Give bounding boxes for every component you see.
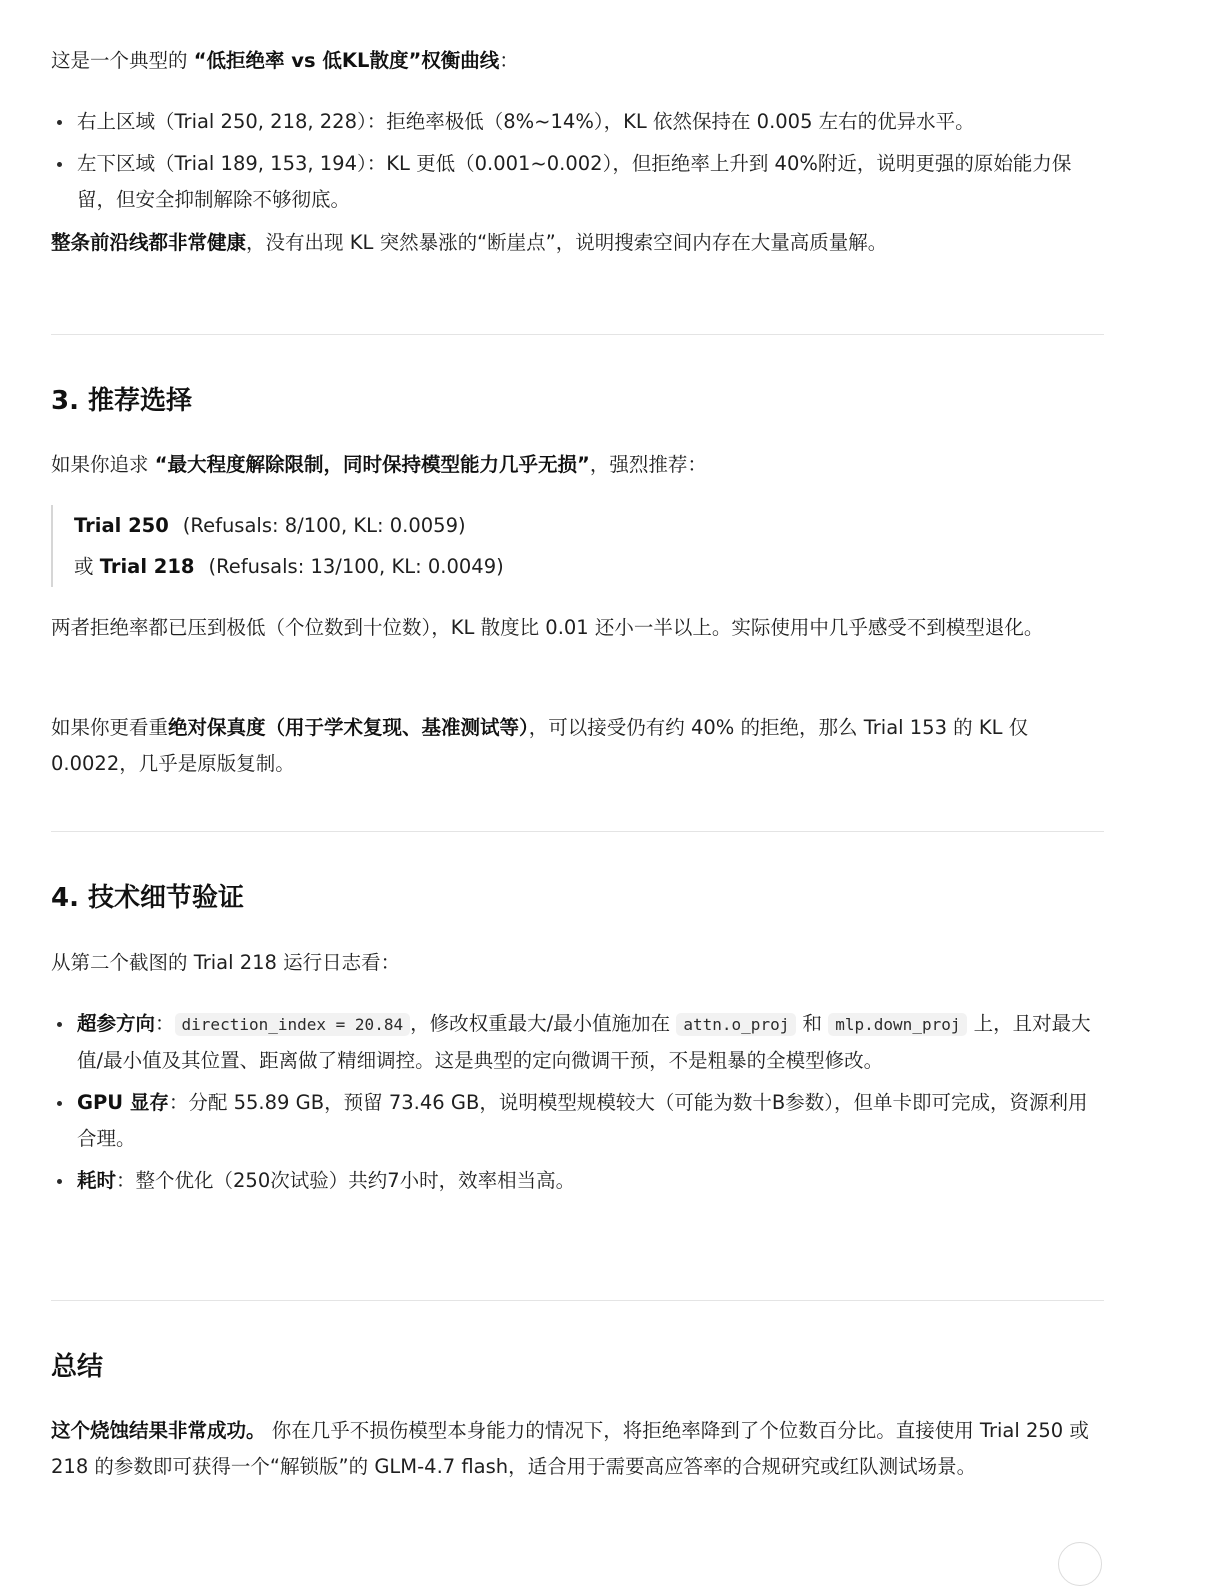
section-heading-tech: 4. 技术细节验证	[51, 883, 245, 913]
direction-index-code: direction_index = 20.84	[175, 1013, 411, 1036]
divider	[51, 1300, 1104, 1301]
tech-list	[51, 1006, 1104, 1199]
list-item: 超参方向： direction_index = 20.84 ，修改权重最大/最小值施加在 attn.o_proj 和 mlp.down_proj 上，且对最大值/最小值及其位置、距离做了精细调控。这是典型的定向微调干预，不是粗暴的全模型修改。	[51, 1006, 1104, 1079]
list-item: 左下区域（Trial 189, 153, 194）：KL 更低（0.001~0.002），但拒绝率上升到 40%附近，说明更强的原始能力保留，但安全抑制解除不够彻底。	[51, 146, 1104, 218]
list-item: 耗时：整个优化（250次试验）共约7小时，效率相当高。	[51, 1163, 1104, 1199]
tradeoff-title: “低拒绝率 vs 低KL散度”权衡曲线	[193, 49, 500, 72]
tradeoff-intro: 这是一个典型的 “低拒绝率 vs 低KL散度”权衡曲线：	[51, 49, 519, 72]
recommend-blockquote	[51, 505, 1104, 587]
recommend-lead: 如果你追求 “最大程度解除限制，同时保持模型能力几乎无损”，强烈推荐：	[51, 453, 707, 476]
trial-250-line: Trial 250 (Refusals: 8/100, KL: 0.0059)	[74, 514, 466, 537]
scroll-to-bottom-button[interactable]	[1058, 1542, 1102, 1586]
tradeoff-list	[51, 104, 1104, 218]
list-item: 右上区域（Trial 250, 218, 228）：拒绝率极低（8%~14%），KL 依然保持在 0.005 左右的优异水平。	[51, 104, 1104, 140]
summary-paragraph: 这个烧蚀结果非常成功。 你在几乎不损伤模型本身能力的情况下，将拒绝率降到了个位数百分比。直接使用 Trial 250 或 218 的参数即可获得一个“解锁版”的 GLM-4.7 flash，适合用于需要高应答率的合规研究或红队测试场景。	[51, 1419, 1089, 1478]
tech-lead: 从第二个截图的 Trial 218 运行日志看：	[51, 951, 401, 974]
recommend-paragraph-2: 如果你更看重绝对保真度（用于学术复现、基准测试等），可以接受仍有约 40% 的拒绝，那么 Trial 153 的 KL 仅 0.0022，几乎是原版复制。	[51, 716, 1029, 775]
divider	[51, 831, 1104, 832]
tradeoff-summary: 整条前沿线都非常健康，没有出现 KL 突然暴涨的“断崖点”，说明搜索空间内存在大量高质量解。	[51, 231, 888, 254]
divider	[51, 334, 1104, 335]
attn-o-proj-code: attn.o_proj	[676, 1013, 796, 1036]
recommend-paragraph-1: 两者拒绝率都已压到极低（个位数到十位数），KL 散度比 0.01 还小一半以上。实际使用中几乎感受不到模型退化。	[51, 616, 1044, 639]
list-item: GPU 显存：分配 55.89 GB，预留 73.46 GB，说明模型规模较大（可能为数十B参数），但单卡即可完成，资源利用合理。	[51, 1085, 1104, 1157]
section-heading-recommend: 3. 推荐选择	[51, 386, 193, 416]
mlp-down-proj-code: mlp.down_proj	[828, 1013, 967, 1036]
trial-218-line: 或 Trial 218 (Refusals: 13/100, KL: 0.0049)	[74, 555, 504, 578]
section-heading-summary: 总结	[51, 1352, 104, 1382]
